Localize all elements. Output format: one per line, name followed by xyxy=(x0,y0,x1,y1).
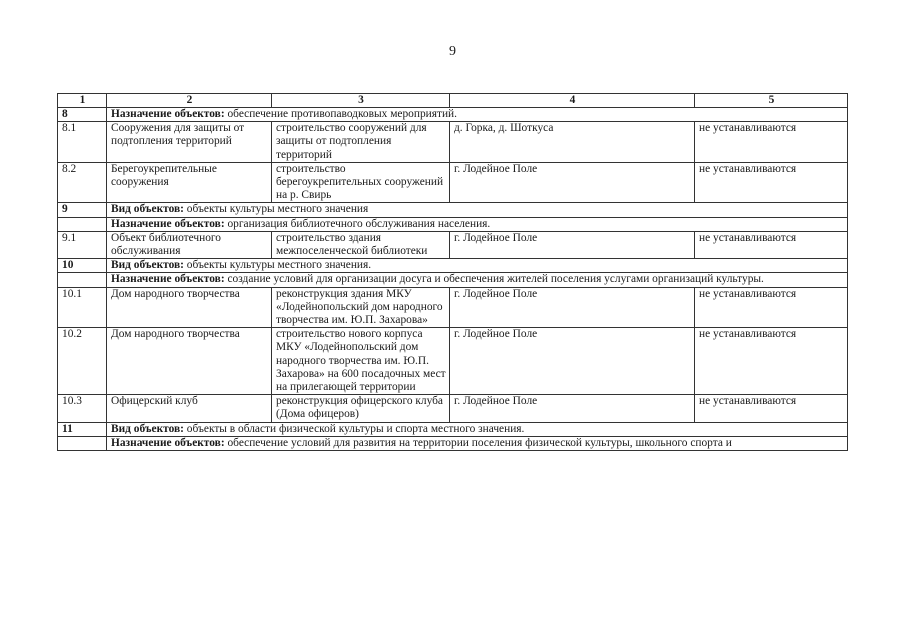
section-description xyxy=(107,273,848,287)
object-name: Офицерский клуб xyxy=(107,395,272,422)
object-location: г. Лодейное Поле xyxy=(450,162,695,203)
section-text: обеспечение противопаводковых мероприятий. xyxy=(224,108,457,120)
section-row xyxy=(58,422,848,436)
object-location: д. Горка, д. Шоткуса xyxy=(450,122,695,163)
header-cell: 1 xyxy=(58,94,107,108)
item-number: 10.3 xyxy=(58,395,107,422)
section-description xyxy=(107,108,848,122)
section-number xyxy=(58,217,107,231)
section-number: 11 xyxy=(58,422,107,436)
section-row xyxy=(58,203,848,217)
table-row xyxy=(58,231,848,258)
header-cell: 2 xyxy=(107,94,272,108)
section-label: Назначение объектов: xyxy=(111,108,225,120)
section-number: 9 xyxy=(58,203,107,217)
protection-zones: не устанавливаются xyxy=(695,395,848,422)
section-number xyxy=(58,273,107,287)
planned-activity: реконструкция офицерского клуба (Дома офицеров) xyxy=(272,395,450,422)
header-cell: 3 xyxy=(272,94,450,108)
object-location: г. Лодейное Поле xyxy=(450,287,695,328)
planned-activity: строительство берегоукрепительных сооружений на р. Свирь xyxy=(272,162,450,203)
protection-zones: не устанавливаются xyxy=(695,287,848,328)
section-description xyxy=(107,217,848,231)
item-number: 10.2 xyxy=(58,328,107,395)
section-label: Вид объектов: xyxy=(111,203,184,216)
section-description xyxy=(107,422,848,436)
planning-table xyxy=(57,93,848,451)
protection-zones: не устанавливаются xyxy=(695,328,848,395)
table-row xyxy=(58,122,848,163)
table-row xyxy=(58,328,848,395)
section-row xyxy=(58,108,848,122)
object-name: Берегоукрепительные сооружения xyxy=(107,162,272,203)
section-text: объекты культуры местного значения. xyxy=(183,259,372,272)
section-number: 8 xyxy=(58,108,107,122)
object-location: г. Лодейное Поле xyxy=(450,395,695,422)
item-number: 9.1 xyxy=(58,231,107,258)
page-number: 9 xyxy=(449,44,456,59)
header-row xyxy=(58,94,848,108)
section-label: Вид объектов: xyxy=(111,422,184,435)
header-cell: 4 xyxy=(450,94,695,108)
table-row xyxy=(58,287,848,328)
planned-activity: реконструкция здания МКУ «Лодейнопольский дом народного творчества им. Ю.П. Захарова» xyxy=(272,287,450,328)
section-label: Назначение объектов: xyxy=(111,217,225,230)
header-cell: 5 xyxy=(695,94,848,108)
object-name: Дом народного творчества xyxy=(107,287,272,328)
table-row xyxy=(58,162,848,203)
item-number: 8.2 xyxy=(58,162,107,203)
protection-zones: не устанавливаются xyxy=(695,122,848,163)
section-row xyxy=(58,273,848,287)
section-description xyxy=(107,203,848,217)
planned-activity: строительство здания межпоселенческой библиотеки xyxy=(272,231,450,258)
section-label: Вид объектов: xyxy=(111,259,184,272)
section-row xyxy=(58,259,848,273)
object-location: г. Лодейное Поле xyxy=(450,231,695,258)
section-row xyxy=(58,217,848,231)
section-number xyxy=(58,436,107,450)
item-number: 10.1 xyxy=(58,287,107,328)
section-label: Назначение объектов: xyxy=(111,436,225,449)
table-row xyxy=(58,395,848,422)
section-label: Назначение объектов: xyxy=(111,273,225,286)
planned-activity: строительство сооружений для защиты от подтопления территорий xyxy=(272,122,450,163)
section-text: объекты культуры местного значения xyxy=(183,203,369,216)
table-body xyxy=(58,94,848,451)
planned-activity: строительство нового корпуса МКУ «Лодейнопольский дом народного творчества им. Ю.П. Захарова» на 600 посадочных мест на прилегающей территории xyxy=(272,328,450,395)
object-location: г. Лодейное Поле xyxy=(450,328,695,395)
section-text: обеспечение условий для развития на территории поселения физической культуры, школьного спорта и xyxy=(224,436,732,449)
section-text: объекты в области физической культуры и спорта местного значения. xyxy=(183,422,525,435)
object-name: Сооружения для защиты от подтопления территорий xyxy=(107,122,272,163)
section-text: создание условий для организации досуга и обеспечения жителей поселения услугами организаций культуры. xyxy=(224,273,764,286)
section-description xyxy=(107,436,848,450)
protection-zones: не устанавливаются xyxy=(695,162,848,203)
object-name: Объект библиотечного обслуживания xyxy=(107,231,272,258)
item-number: 8.1 xyxy=(58,122,107,163)
section-number: 10 xyxy=(58,259,107,273)
section-text: организация библиотечного обслуживания населения. xyxy=(224,217,491,230)
section-description xyxy=(107,259,848,273)
object-name: Дом народного творчества xyxy=(107,328,272,395)
protection-zones: не устанавливаются xyxy=(695,231,848,258)
section-row xyxy=(58,436,848,450)
